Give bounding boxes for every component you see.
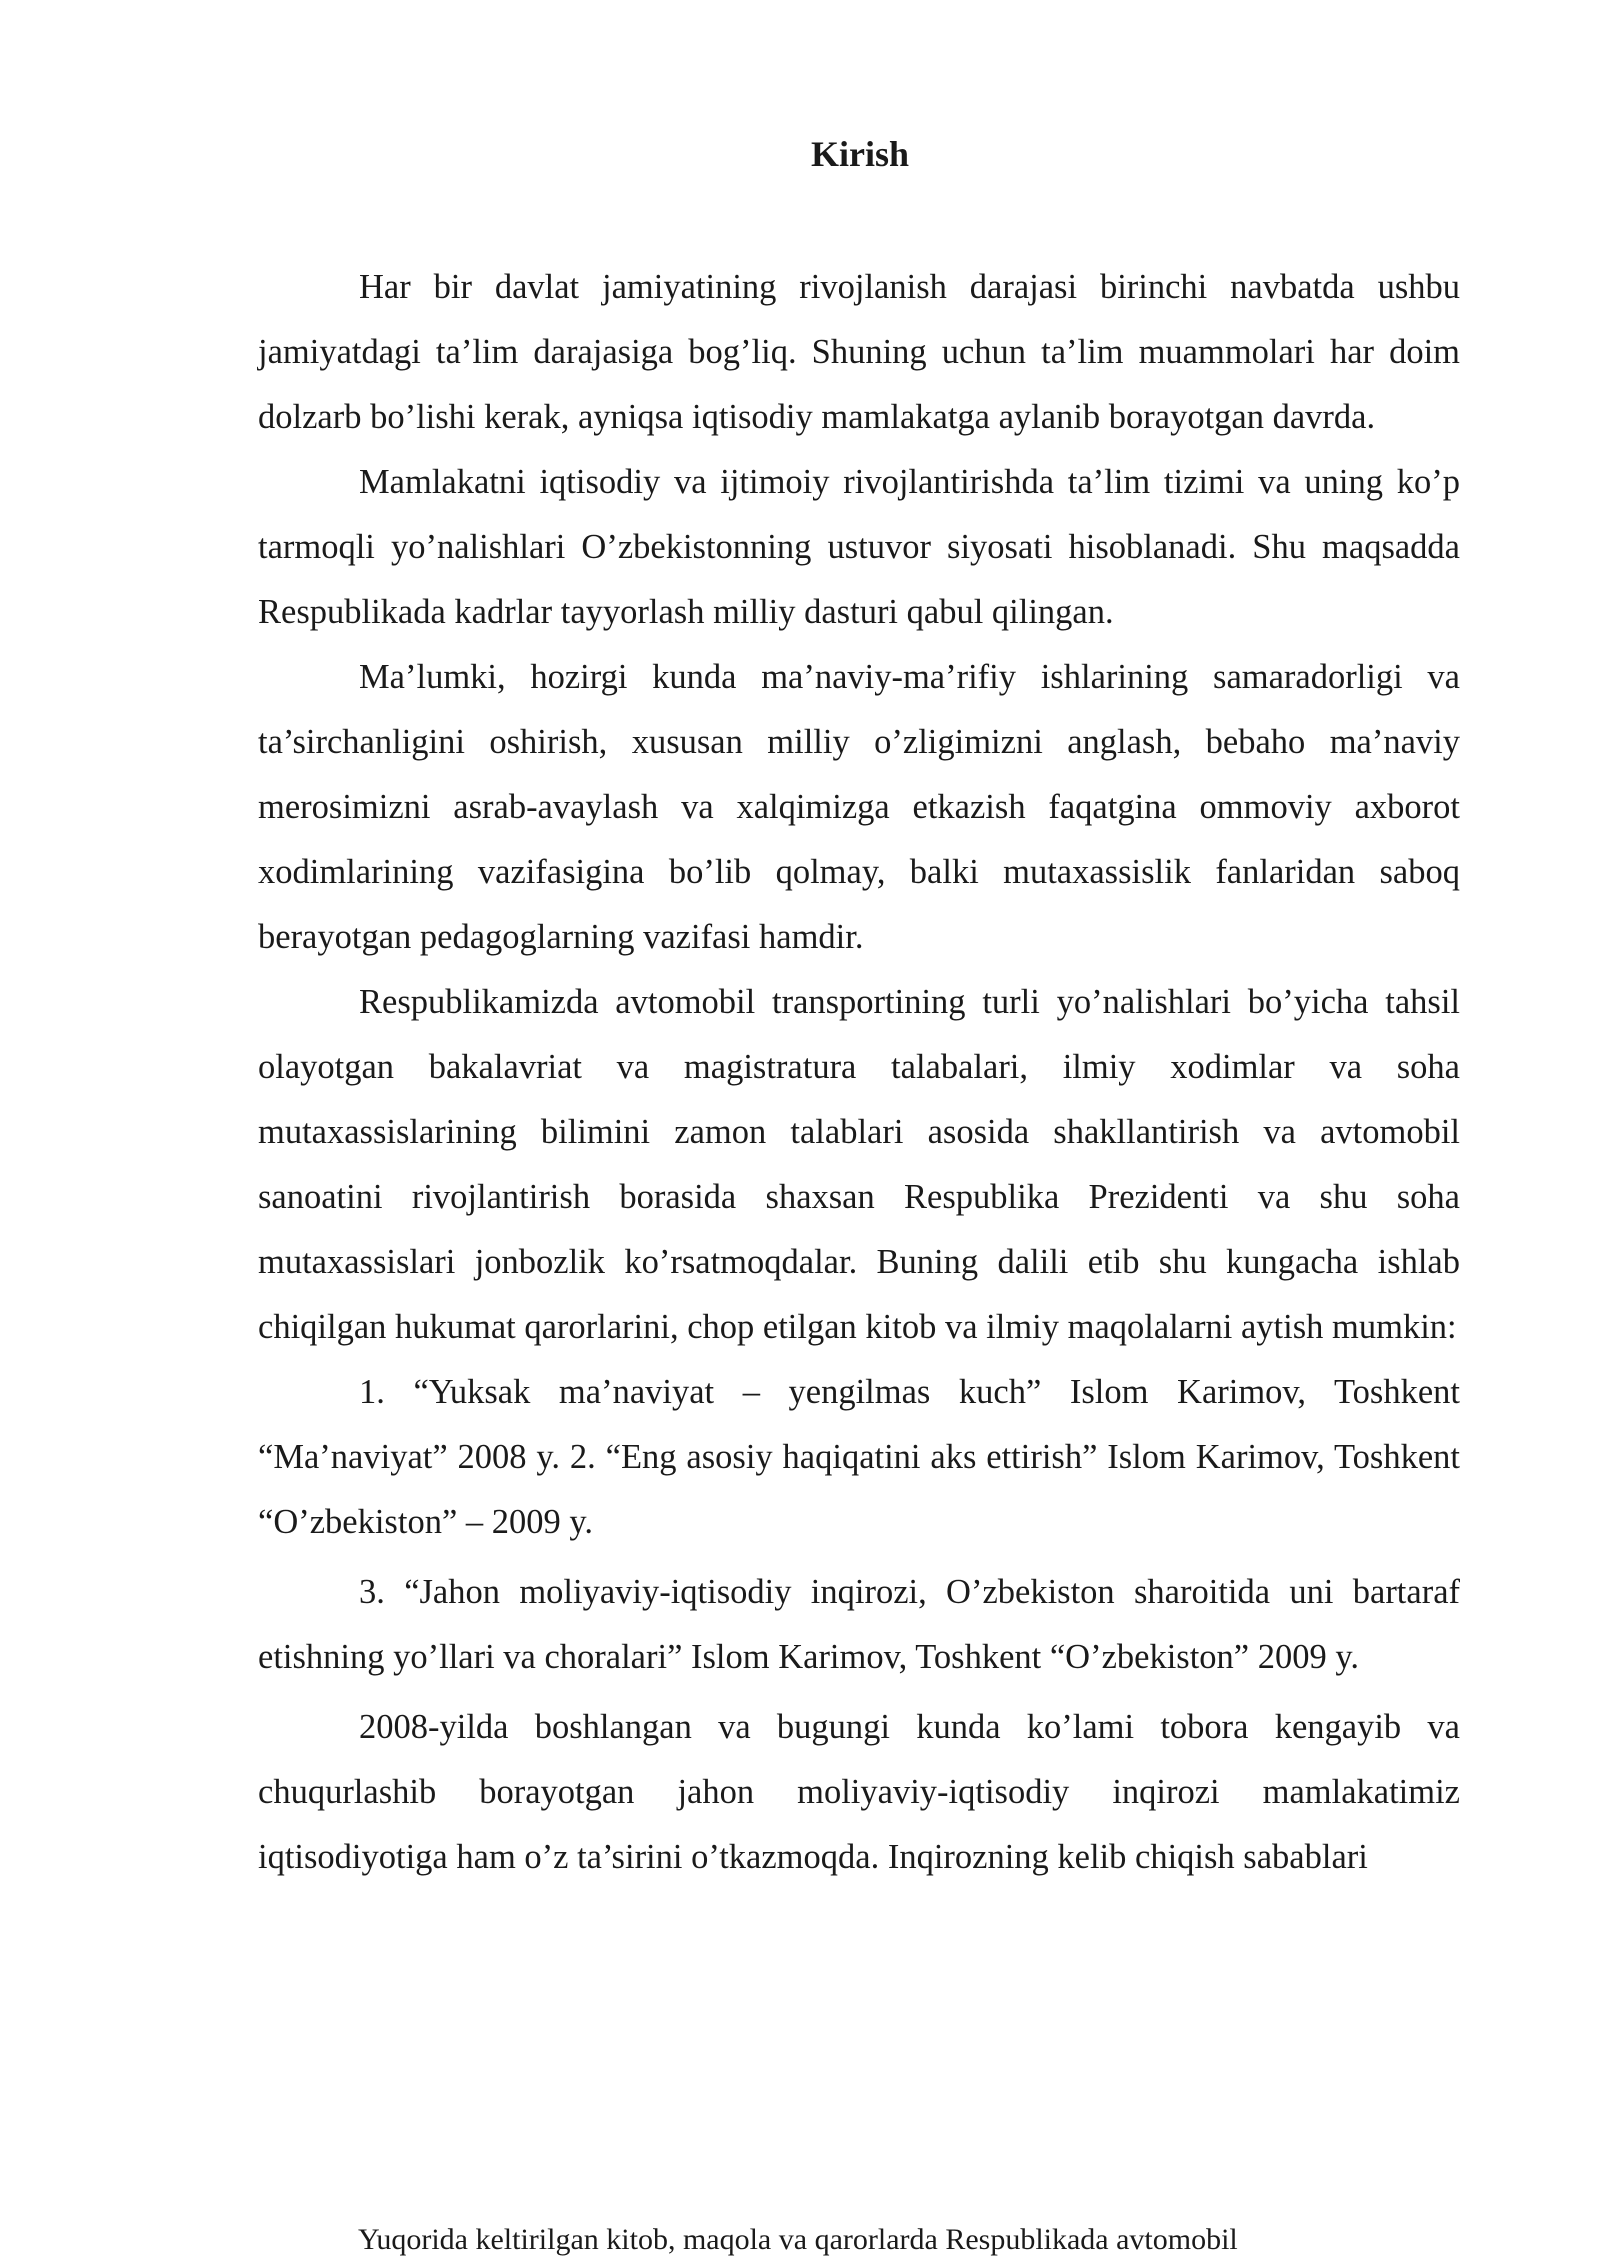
paragraph-4: Respublikamizda avtomobil transportining turli yo’nalishlari bo’yicha tahsil olayotgan bakalavriat va magistratura talabalari, ilmiy xodimlar va soha mutaxassislarining bilimini zamon talablari asosida shakllantirish va avtomobil sanoatini rivojlantirish borasida shaxsan Respublika Prezidenti va shu soha mutaxassislari jonbozlik ko’rsatmoqdalar. Buning dalili etib shu kungacha ishlab chiqilgan hukumat qarorlarini, chop etilgan kitob va ilmiy maqolalarni aytish mumkin: bbox=[258, 983, 1460, 1346]
reference-item-1-2: 1. “Yuksak ma’naviyat – yengilmas kuch” Islom Karimov, Toshkent “Ma’naviyat” 2008 y. 2. “Eng asosiy haqiqatini aks ettirish” Islom Karimov, Toshkent “O’zbekiston” – 2009 y. bbox=[258, 1373, 1460, 1541]
paragraph-5: 2008-yilda boshlangan va bugungi kunda ko’lami tobora kengayib va chuqurlashib borayotgan jahon moliyaviy-iqtisodiy inqirozi mamlakatimiz iqtisodiyotiga ham o’z ta’sirini o’tkazmoqda. Inqirozning kelib chiqish sabablari bbox=[258, 1708, 1460, 1876]
page-title: Kirish bbox=[810, 134, 909, 174]
paragraph-3: Ma’lumki, hozirgi kunda ma’naviy-ma’rifiy ishlarining samaradorligi va ta’sirchanligini oshirish, xususan milliy o’zligimizni anglash, bebaho ma’naviy merosimizni asrab-avaylash va xalqimizga etkazish faqatgina ommoviy axborot xodimlarining vazifasigina bo’lib qolmay, balki mutaxassislik fanlaridan saboq berayotgan pedagoglarning vazifasi hamdir. bbox=[258, 658, 1460, 956]
document-body bbox=[258, 255, 1460, 1890]
next-page-cut-off-line: Yuqorida keltirilgan kitob, maqola va qarorlarda Respublikada avtomobil bbox=[358, 2223, 1238, 2256]
paragraph-2: Mamlakatni iqtisodiy va ijtimoiy rivojlantirishda ta’lim tizimi va uning ko’p tarmoqli yo’nalishlari O’zbekistonning ustuvor siyosati hisoblanadi. Shu maqsadda Respublikada kadrlar tayyorlash milliy dasturi qabul qilingan. bbox=[258, 463, 1460, 631]
paragraph-1: Har bir davlat jamiyatining rivojlanish darajasi birinchi navbatda ushbu jamiyatdagi ta’lim darajasiga bog’liq. Shuning uchun ta’lim muammolari har doim dolzarb bo’lishi kerak, ayniqsa iqtisodiy mamlakatga aylanib borayotgan davrda. bbox=[258, 268, 1460, 436]
reference-item-3: 3. “Jahon moliyaviy-iqtisodiy inqirozi, O’zbekiston sharoitida uni bartaraf etishning yo’llari va choralari” Islom Karimov, Toshkent “O’zbekiston” 2009 y. bbox=[258, 1573, 1460, 1676]
